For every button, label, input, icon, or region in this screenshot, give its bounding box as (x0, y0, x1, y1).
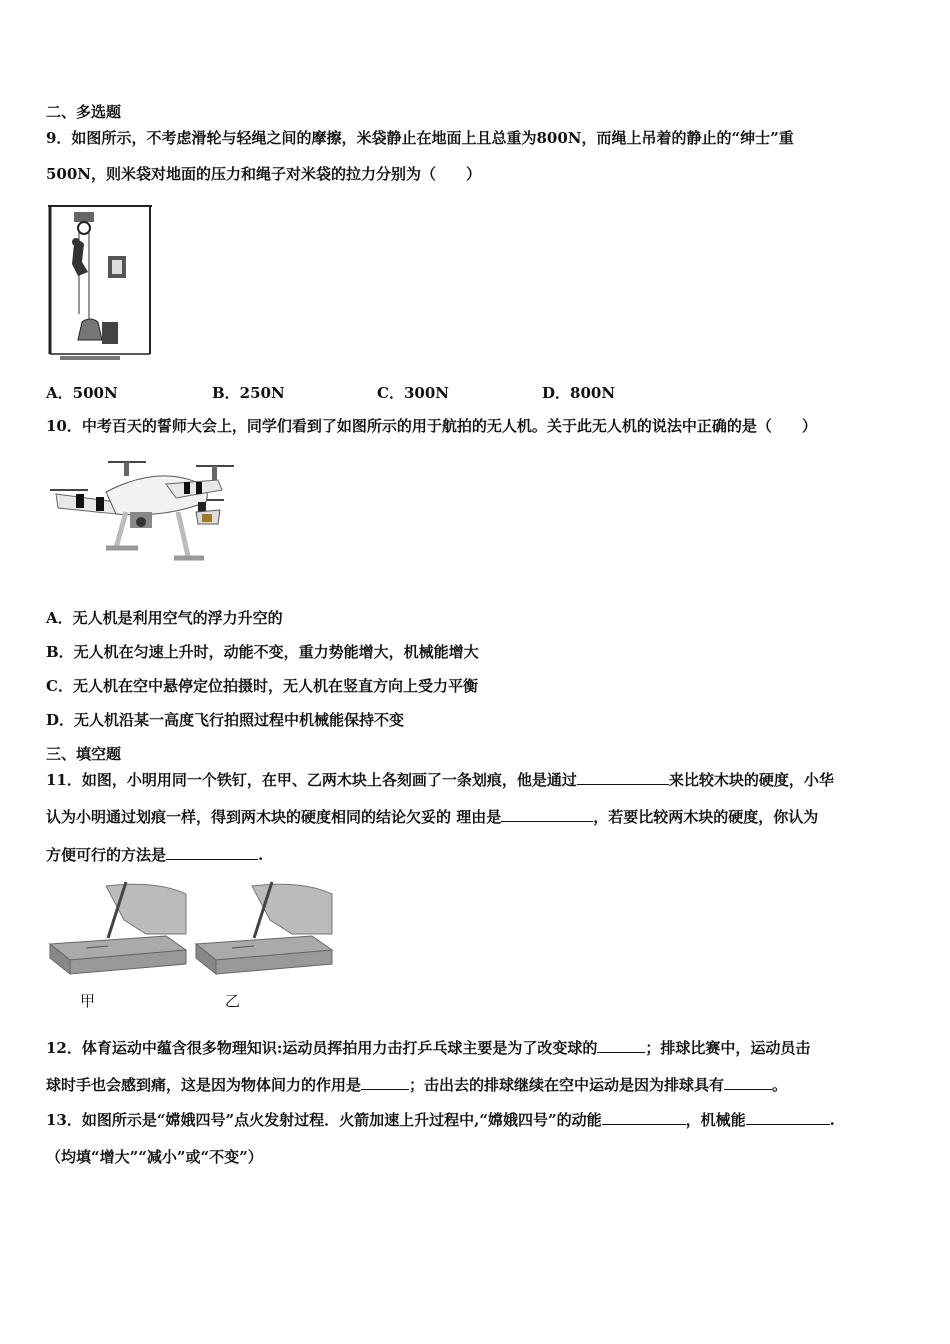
q11-text-3b: . (258, 846, 264, 864)
q9-option-d: D．800N (542, 384, 616, 402)
q11-text-1b: 来比较木块的硬度，小华 (668, 771, 834, 789)
pulley-rice-bag-figure (46, 204, 154, 362)
q12-text-2b: ；击出去的排球继续在空中运动是因为排球具有 (409, 1076, 725, 1094)
q10-stem: 10．中考百天的誓师大会上，同学们看到了如图所示的用于航拍的无人机。关于此无人机的说法中正确的是（ ） (46, 417, 817, 435)
q13-blank-2 (746, 1110, 830, 1125)
q12-line2 (46, 1075, 787, 1095)
q12-text-1a: 12．体育运动中蕴含很多物理知识:运动员挥拍用力击打乒乓球主要是为了改变球的 (46, 1039, 598, 1057)
q12-blank-2 (361, 1075, 409, 1090)
q11-text-2b: ，若要比较两木块的硬度，你认为 (593, 808, 819, 826)
q13-blank-1 (602, 1110, 686, 1125)
q9-option-a: A．500N (46, 384, 118, 402)
q11-text-2a: 认为小明通过划痕一样，得到两木块的硬度相同的结论欠妥的 理由是 (46, 808, 502, 826)
caption-yi: 乙 (225, 992, 241, 1010)
caption-jia: 甲 (80, 992, 96, 1010)
q13-text-1b: ，机械能 (685, 1111, 746, 1129)
q12-blank-1 (597, 1038, 645, 1053)
section-heading-fill-blank: 三、填空题 (46, 745, 122, 763)
wood-block-yi-figure (192, 876, 336, 978)
q12-blank-3 (724, 1075, 772, 1090)
q11-blank-3 (166, 845, 258, 860)
q9-stem-line1: 9．如图所示，不考虑滑轮与轻绳之间的摩擦，米袋静止在地面上且总重为800N，而绳上吊着的静止的“绅士”重 (46, 129, 794, 147)
q11-line3 (46, 845, 263, 865)
section-heading-multi-choice: 二、多选题 (46, 103, 122, 121)
q10-option-d: D．无人机沿某一高度飞行拍照过程中机械能保持不变 (46, 711, 405, 729)
q10-option-a: A．无人机是利用空气的浮力升空的 (46, 609, 283, 627)
q12-text-2c: 。 (772, 1076, 788, 1094)
q10-option-c: C．无人机在空中悬停定位拍摄时，无人机在竖直方向上受力平衡 (46, 677, 478, 695)
q11-text-1a: 11．如图，小明用同一个铁钉，在甲、乙两木块上各刻画了一条划痕，他是通过 (46, 771, 577, 789)
q13-text-1c: . (829, 1111, 835, 1129)
q11-blank-2 (501, 807, 593, 822)
q9-stem-line2: 500N，则米袋对地面的压力和绳子对米袋的拉力分别为（ ） (46, 165, 482, 183)
q11-line2 (46, 807, 818, 827)
wood-block-jia-figure (46, 876, 190, 978)
q11-text-3a: 方便可行的方法是 (46, 846, 167, 864)
q11-line1 (46, 770, 834, 790)
q9-option-c: C．300N (377, 384, 449, 402)
q13-text-1a: 13．如图所示是“嫦娥四号”点火发射过程．火箭加速上升过程中,“嫦娥四号”的动能 (46, 1111, 602, 1129)
q12-text-1b: ；排球比赛中，运动员击 (645, 1039, 811, 1057)
q12-line1 (46, 1038, 810, 1058)
q10-option-b: B．无人机在匀速上升时，动能不变，重力势能增大，机械能增大 (46, 643, 479, 661)
q13-line1 (46, 1110, 835, 1130)
q13-line2: （均填“增大”“减小”或“不变”） (46, 1148, 263, 1166)
q12-text-2a: 球时手也会感到痛，这是因为物体间力的作用是 (46, 1076, 362, 1094)
q11-blank-1 (577, 770, 669, 785)
drone-figure (46, 452, 236, 566)
q9-option-b: B．250N (212, 384, 285, 402)
